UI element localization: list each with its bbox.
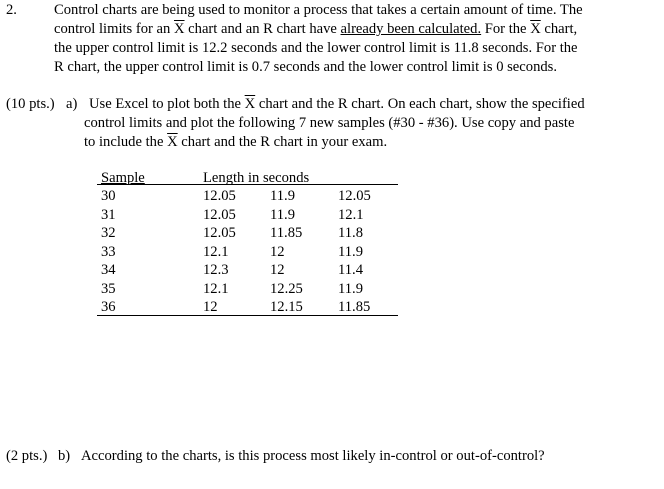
- cell-measurement-3: 11.9: [338, 243, 363, 260]
- cell-sample: 31: [101, 206, 116, 223]
- question-line: Control charts are being used to monitor a process that takes a certain amount of time. The: [54, 2, 583, 18]
- part-b-label: b): [58, 448, 71, 464]
- cell-measurement-3: 11.4: [338, 262, 363, 278]
- cell-measurement-1: 12.1: [203, 280, 229, 297]
- cell-measurement-3: 12.05: [338, 188, 371, 204]
- cell-measurement-2: 11.9: [270, 206, 295, 223]
- cell-measurement-1: 12: [203, 299, 218, 315]
- part-a-line: Use Excel to plot both the $\overline{X}$ chart and the R chart. On each chart, show the specified: [89, 96, 585, 112]
- cell-measurement-2: 11.9: [270, 188, 295, 204]
- part-a-line: control limits and plot the following 7 new samples (#30 - #36). Use copy and paste: [84, 115, 575, 131]
- x-bar-symbol: $\overline{X}$: [530, 21, 541, 37]
- cell-sample: 32: [101, 225, 116, 241]
- cell-sample: 30: [101, 188, 116, 204]
- cell-measurement-1: 12.05: [203, 225, 236, 241]
- question-line: control limits for an $\overline{X}$ chart and an R chart have already been calculated. For the $\overline{X}$ chart,: [54, 21, 578, 37]
- cell-measurement-3: 12.1: [338, 206, 364, 223]
- table-bottom-rule: [97, 315, 398, 316]
- underlined-phrase: already been calculated.: [340, 21, 482, 37]
- x-bar-symbol: $\overline{X}$: [244, 96, 256, 112]
- x-bar-symbol: $\overline{X}$: [167, 134, 178, 150]
- table-header-rule: [97, 184, 398, 185]
- cell-sample: 33: [101, 243, 116, 260]
- cell-measurement-1: 12.05: [203, 188, 236, 204]
- part-b-text: According to the charts, is this process most likely in-control or out-of-control?: [81, 448, 545, 464]
- part-a-points: (10 pts.): [6, 96, 55, 112]
- cell-measurement-3: 11.9: [338, 280, 363, 297]
- part-a-line: to include the $\overline{X}$ chart and the R chart in your exam.: [84, 134, 388, 150]
- cell-measurement-1: 12.3: [203, 262, 229, 278]
- x-bar-symbol: $\overline{X}$: [173, 21, 185, 37]
- cell-measurement-2: 12: [270, 243, 285, 260]
- part-a-label: a): [66, 96, 78, 112]
- cell-measurement-2: 12.25: [270, 280, 303, 297]
- header-length: Length in seconds: [203, 170, 310, 186]
- cell-sample: 36: [101, 299, 116, 315]
- cell-measurement-1: 12.1: [203, 243, 229, 260]
- header-sample: Sample: [101, 170, 145, 186]
- cell-measurement-3: 11.8: [338, 225, 363, 241]
- question-number: 2.: [6, 2, 17, 18]
- cell-measurement-1: 12.05: [203, 206, 236, 223]
- cell-measurement-2: 11.85: [270, 225, 303, 241]
- cell-measurement-2: 12: [270, 262, 285, 278]
- cell-measurement-2: 12.15: [270, 299, 303, 315]
- question-line: the upper control limit is 12.2 seconds and the lower control limit is 11.8 seconds. For the: [54, 40, 578, 56]
- cell-measurement-3: 11.85: [338, 299, 371, 315]
- question-line: R chart, the upper control limit is 0.7 seconds and the lower control limit is 0 seconds.: [54, 59, 557, 75]
- cell-sample: 34: [101, 262, 116, 278]
- part-b-points: (2 pts.): [6, 448, 48, 464]
- cell-sample: 35: [101, 280, 116, 297]
